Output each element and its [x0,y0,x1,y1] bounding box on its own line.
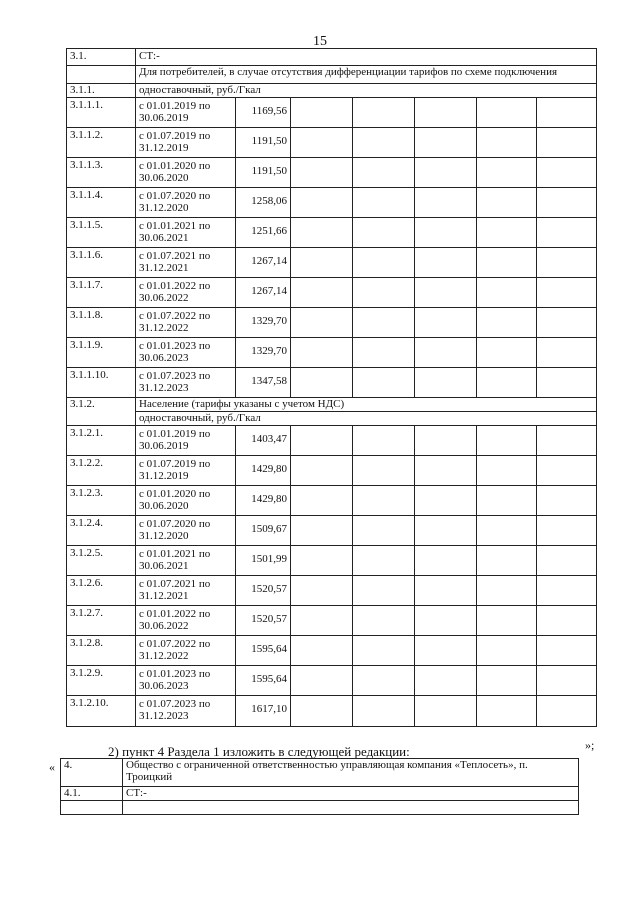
row-value: 1329,70 [236,338,291,368]
empty-cell [537,128,597,158]
empty-cell [415,666,477,696]
empty-cell [477,636,537,666]
closing-quote: »; [585,738,595,752]
tariff-row [67,456,597,486]
empty-cell [537,426,597,456]
row-period: с 01.07.2021 по 31.12.2021 [136,576,236,606]
row-code: 3.1.2.10. [67,696,136,727]
row-value: 1169,56 [236,98,291,128]
row-value: 1617,10 [236,696,291,727]
empty-cell [353,516,415,546]
empty-cell [353,98,415,128]
empty-cell [477,338,537,368]
row-period: с 01.07.2019 по 31.12.2019 [136,456,236,486]
row-value: 1347,58 [236,368,291,398]
empty-cell [291,248,353,278]
group2-code: 3.1.2. [67,398,136,426]
group1-code: 3.1.1. [67,84,136,98]
empty-cell [415,576,477,606]
empty-cell [477,666,537,696]
empty-cell [477,456,537,486]
empty-cell [477,98,537,128]
group2-sublabel: одноставочный, руб./Гкал [136,412,597,426]
empty-cell [415,606,477,636]
empty-cell [291,666,353,696]
row-code: 3.1.1.7. [67,278,136,308]
section-label: СТ:- [136,49,597,66]
row-code: 3.1.2.5. [67,546,136,576]
row-value: 1595,64 [236,666,291,696]
org-name: Общество с ограниченной ответственностью управляющая компания «Теплосеть», п. Троицкий [123,759,579,787]
tariff-row [67,248,597,278]
empty-cell [353,278,415,308]
row-period: с 01.07.2023 по 31.12.2023 [136,368,236,398]
row-code: 3.1.2.3. [67,486,136,516]
row-value: 1520,57 [236,606,291,636]
row-code: 3.1.2.2. [67,456,136,486]
org-sub-row [61,787,579,801]
empty-cell [477,606,537,636]
row-code: 3.1.2.7. [67,606,136,636]
empty-cell [415,456,477,486]
empty-cell [415,426,477,456]
empty-cell [415,188,477,218]
opening-quote: « [49,760,55,774]
empty-cell [537,98,597,128]
row-period: с 01.01.2019 по 30.06.2019 [136,98,236,128]
empty-cell [537,696,597,727]
row-value: 1595,64 [236,636,291,666]
empty-cell [291,486,353,516]
empty-cell [477,188,537,218]
empty-cell [415,248,477,278]
empty-cell [291,606,353,636]
empty-cell [537,486,597,516]
empty-cell [537,188,597,218]
row-period: с 01.01.2019 по 30.06.2019 [136,426,236,456]
org-sub-code: 4.1. [61,787,123,801]
row-value: 1403,47 [236,426,291,456]
empty-cell [537,666,597,696]
empty-cell [415,278,477,308]
row-code: 3.1.1.4. [67,188,136,218]
empty-cell [477,486,537,516]
empty-cell [415,218,477,248]
empty-cell [291,696,353,727]
empty-cell [291,368,353,398]
empty-cell [415,128,477,158]
empty-cell [477,696,537,727]
empty-cell [477,426,537,456]
empty-cell [415,368,477,398]
row-value: 1191,50 [236,128,291,158]
empty-cell [477,368,537,398]
row-value: 1429,80 [236,486,291,516]
row-code: 3.1.2.9. [67,666,136,696]
section-paragraph: 2) пункт 4 Раздела 1 изложить в следующей редакции: [108,744,410,759]
row-value: 1191,50 [236,158,291,188]
tariff-row [67,666,597,696]
tariff-row [67,98,597,128]
empty-cell [415,98,477,128]
empty-cell [353,486,415,516]
tariff-row [67,696,597,727]
tariff-row [67,636,597,666]
group2-subheader-row [67,412,597,426]
org-table [60,758,579,815]
empty-cell [477,278,537,308]
empty-cell [537,158,597,188]
empty-cell [353,636,415,666]
empty-cell [291,278,353,308]
row-code: 3.1.1.3. [67,158,136,188]
empty-cell [415,158,477,188]
empty-cell [353,546,415,576]
empty-cell [353,338,415,368]
tariff-row [67,368,597,398]
row-code: 3.1.1.10. [67,368,136,398]
empty-cell [477,576,537,606]
empty-cell [353,576,415,606]
tariff-row [67,308,597,338]
row-period: с 01.07.2023 по 31.12.2023 [136,696,236,727]
row-value: 1429,80 [236,456,291,486]
empty-cell [537,516,597,546]
empty-cell [291,636,353,666]
empty-cell [415,338,477,368]
org-sub-label: СТ:- [123,787,579,801]
empty-cell [353,128,415,158]
row-value: 1267,14 [236,248,291,278]
tariff-row [67,338,597,368]
empty-cell [353,158,415,188]
row-code: 3.1.2.6. [67,576,136,606]
row-code: 3.1.2.4. [67,516,136,546]
empty-cell [537,248,597,278]
org-code: 4. [61,759,123,787]
empty-cell [477,158,537,188]
empty-cell [353,696,415,727]
row-period: с 01.07.2020 по 31.12.2020 [136,516,236,546]
empty-cell [291,576,353,606]
empty-cell [291,308,353,338]
row-period: с 01.01.2023 по 30.06.2023 [136,338,236,368]
tariff-row [67,606,597,636]
empty-cell [415,546,477,576]
tariff-row [67,426,597,456]
row-value: 1509,67 [236,516,291,546]
empty-cell [537,606,597,636]
empty-cell [291,426,353,456]
row-period: с 01.01.2022 по 30.06.2022 [136,606,236,636]
row-value: 1501,99 [236,546,291,576]
section-desc-row [67,66,597,84]
section-code: 3.1. [67,49,136,66]
empty-cell [477,516,537,546]
row-code: 3.1.1.1. [67,98,136,128]
row-code: 3.1.2.1. [67,426,136,456]
empty-cell [537,368,597,398]
section-row [67,49,597,66]
row-period: с 01.01.2021 по 30.06.2021 [136,546,236,576]
row-code: 3.1.2.8. [67,636,136,666]
empty-cell [353,666,415,696]
empty-cell [291,98,353,128]
tariff-row [67,516,597,546]
empty-cell [477,128,537,158]
org-empty-row [61,801,579,815]
row-value: 1258,06 [236,188,291,218]
tariff-row [67,546,597,576]
tariff-row [67,218,597,248]
row-period: с 01.07.2022 по 31.12.2022 [136,636,236,666]
empty-cell [477,546,537,576]
empty-cell [477,308,537,338]
empty-cell [537,278,597,308]
org-row [61,759,579,787]
page-number: 15 [313,34,327,49]
empty-cell [537,308,597,338]
group1-label: одноставочный, руб./Гкал [136,84,597,98]
empty-cell [291,128,353,158]
empty-cell [353,426,415,456]
row-value: 1520,57 [236,576,291,606]
row-value: 1267,14 [236,278,291,308]
empty-cell [415,516,477,546]
empty-cell [291,456,353,486]
row-code: 3.1.1.6. [67,248,136,278]
empty-cell [537,546,597,576]
section-desc: Для потребителей, в случае отсутствия дифференциации тарифов по схеме подключения [136,66,597,84]
empty-cell [415,636,477,666]
row-code: 3.1.1.8. [67,308,136,338]
empty-cell [291,188,353,218]
empty-cell [353,606,415,636]
group2-header-row [67,398,597,412]
row-period: с 01.07.2020 по 31.12.2020 [136,188,236,218]
row-period: с 01.07.2019 по 31.12.2019 [136,128,236,158]
tariff-table [66,48,597,727]
row-period: с 01.01.2023 по 30.06.2023 [136,666,236,696]
empty-cell [415,308,477,338]
row-period: с 01.01.2020 по 30.06.2020 [136,158,236,188]
empty-cell [477,218,537,248]
empty-cell [291,158,353,188]
group2-label: Население (тарифы указаны с учетом НДС) [136,398,597,412]
empty-cell [291,218,353,248]
empty-cell [537,218,597,248]
empty-cell [415,696,477,727]
tariff-row [67,158,597,188]
row-code: 3.1.1.5. [67,218,136,248]
row-code: 3.1.1.9. [67,338,136,368]
empty-cell [353,456,415,486]
row-period: с 01.01.2021 по 30.06.2021 [136,218,236,248]
row-period: с 01.07.2021 по 31.12.2021 [136,248,236,278]
tariff-row [67,278,597,308]
empty-cell [537,338,597,368]
row-value: 1251,66 [236,218,291,248]
empty-cell [477,248,537,278]
row-period: с 01.01.2020 по 30.06.2020 [136,486,236,516]
row-code: 3.1.1.2. [67,128,136,158]
empty-cell [537,456,597,486]
row-period: с 01.01.2022 по 30.06.2022 [136,278,236,308]
empty-cell [353,248,415,278]
tariff-row [67,128,597,158]
tariff-row [67,576,597,606]
empty-cell [353,188,415,218]
empty-cell [415,486,477,516]
empty-cell [291,546,353,576]
empty-cell [353,218,415,248]
row-value: 1329,70 [236,308,291,338]
empty-cell [353,368,415,398]
group1-header-row [67,84,597,98]
empty-cell [291,516,353,546]
tariff-row [67,486,597,516]
tariff-row [67,188,597,218]
empty-cell [353,308,415,338]
row-period: с 01.07.2022 по 31.12.2022 [136,308,236,338]
empty-cell [537,636,597,666]
empty-cell [291,338,353,368]
empty-cell [537,576,597,606]
